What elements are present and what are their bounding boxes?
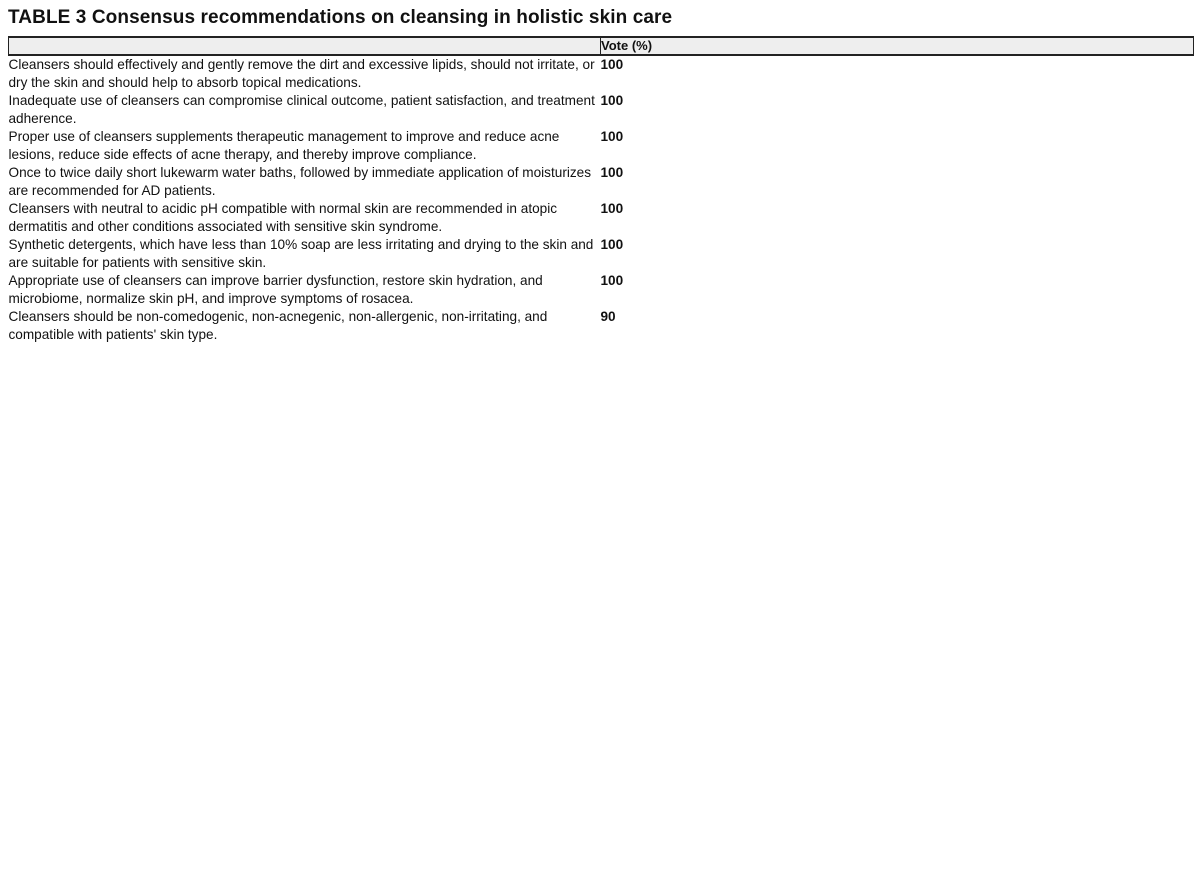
table-row <box>9 308 1194 344</box>
statement-cell: Cleansers with neutral to acidic pH compatible with normal skin are recommended in atopic dermatitis and other conditions associated with sensitive skin syndrome. <box>8 201 558 234</box>
recommendations-table <box>8 36 1194 344</box>
table-row <box>9 164 1194 200</box>
statement-cell: Once to twice daily short lukewarm water baths, followed by immediate application of moisturizes are recommended for AD patients. <box>8 165 592 198</box>
statement-cell: Proper use of cleansers supplements therapeutic management to improve and reduce acne lesions, reduce side effects of acne therapy, and thereby improve compliance. <box>8 129 560 162</box>
vote-cell: 100 <box>600 201 624 216</box>
header-statement <box>9 37 601 55</box>
table-title: TABLE 3 Consensus recommendations on cleansing in holistic skin care <box>8 7 673 28</box>
vote-cell: 100 <box>600 129 624 144</box>
statement-cell: Cleansers should be non-comedogenic, non-acnegenic, non-allergenic, non-irritating, and compatible with patients' skin type. <box>8 309 548 342</box>
statement-cell: Synthetic detergents, which have less than 10% soap are less irritating and drying to the skin and are suitable for patients with sensitive skin. <box>8 237 594 270</box>
statement-cell: Inadequate use of cleansers can compromise clinical outcome, patient satisfaction, and treatment adherence. <box>8 93 595 126</box>
statement-cell: Cleansers should effectively and gently remove the dirt and excessive lipids, should not irritate, or dry the skin and should help to absorb topical medications. <box>8 57 595 90</box>
header-vote: Vote (%) <box>601 37 1194 55</box>
vote-cell: 90 <box>600 309 616 324</box>
vote-cell: 100 <box>600 237 624 252</box>
vote-cell: 100 <box>600 93 624 108</box>
document-page <box>8 7 1194 344</box>
table-header-row <box>9 37 1194 55</box>
table-row <box>9 272 1194 308</box>
vote-cell: 100 <box>600 273 624 288</box>
statement-cell: Appropriate use of cleansers can improve barrier dysfunction, restore skin hydration, and microbiome, normalize skin pH, and improve symptoms of rosacea. <box>8 273 543 306</box>
table-row <box>9 92 1194 128</box>
table-row <box>9 55 1194 92</box>
table-row <box>9 200 1194 236</box>
table-row <box>9 236 1194 272</box>
table-row <box>9 128 1194 164</box>
vote-cell: 100 <box>600 165 624 180</box>
vote-cell: 100 <box>600 57 624 72</box>
